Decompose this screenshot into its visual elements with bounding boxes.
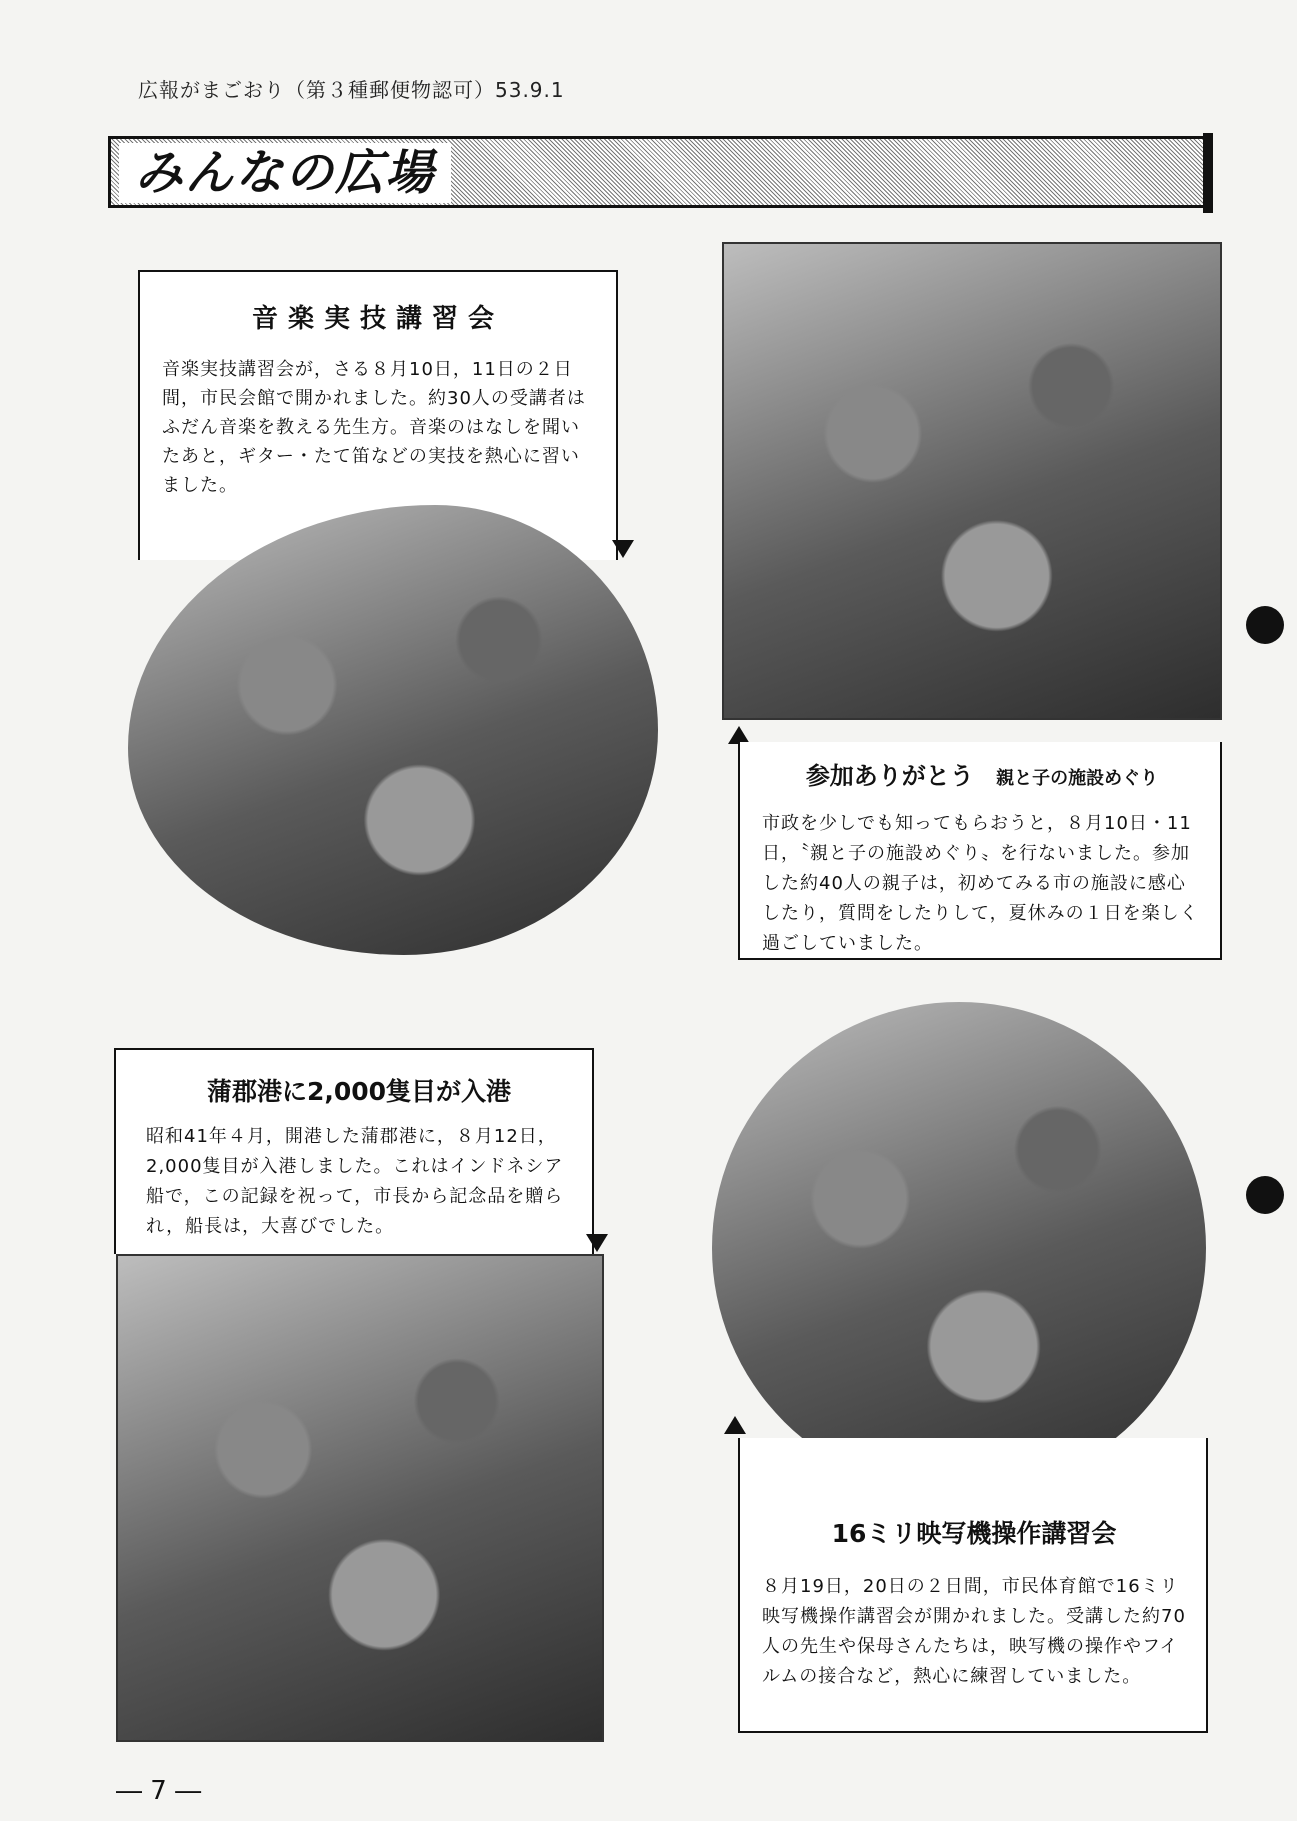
article-projector-workshop (738, 1438, 1208, 1733)
article-title: 蒲郡港に2,000隻目が入港 (206, 1077, 512, 1106)
article-facility-tour (738, 742, 1222, 960)
article-title: 16ミリ映写機操作講習会 (831, 1519, 1117, 1548)
section-title: みんなの広場 (119, 143, 451, 203)
arrow-down-icon (586, 1234, 608, 1252)
article-title: 参加ありがとう (805, 762, 974, 790)
arrow-down-icon (612, 540, 634, 558)
article-title: 音楽実技講習会 (251, 304, 504, 334)
article-body: 昭和41年４月，開港した蒲郡港に，８月12日，2,000隻目が入港しました。これはインドネシア船で，この記録を祝って，市長から記念品を贈られ，船長は，大喜びでした。 (146, 1126, 564, 1237)
projector-workshop-photo (712, 1002, 1206, 1494)
music-class-photo (128, 505, 658, 955)
bullet-dot-icon (1246, 606, 1284, 644)
issue-header: 広報がまごおり（第３種郵便物認可）53.9.1 (138, 78, 565, 102)
article-port-arrival (114, 1048, 594, 1254)
article-body: ８月19日，20日の２日間，市民体育館で16ミリ映写機操作講習会が開かれました。受講した約70人の先生や保母さんたちは，映写機の操作やフイルムの接合など，熱心に練習していました。 (762, 1576, 1186, 1687)
facility-tour-photo (722, 242, 1222, 720)
section-banner (108, 136, 1206, 208)
port-ceremony-photo (116, 1254, 604, 1742)
article-body: 市政を少しでも知ってもらおうと，８月10日・11日，〝親と子の施設めぐり〟を行ないました。参加した約40人の親子は，初めてみる市の施設に感心したり，質問をしたりして，夏休みの１日を楽しく過ごしていました。 (762, 813, 1199, 954)
banner-bar (1203, 133, 1213, 213)
article-subtitle: 親と子の施設めぐり (996, 768, 1159, 789)
arrow-up-icon (724, 1416, 746, 1434)
article-body: 音楽実技講習会が，さる８月10日，11日の２日間，市民会館で開かれました。約30人の受講者はふだん音楽を教える先生方。音楽のはなしを聞いたあと，ギター・たて笛などの実技を熱心に習いました。 (162, 359, 586, 496)
bullet-dot-icon (1246, 1176, 1284, 1214)
page-number: ― 7 ― (116, 1776, 202, 1806)
